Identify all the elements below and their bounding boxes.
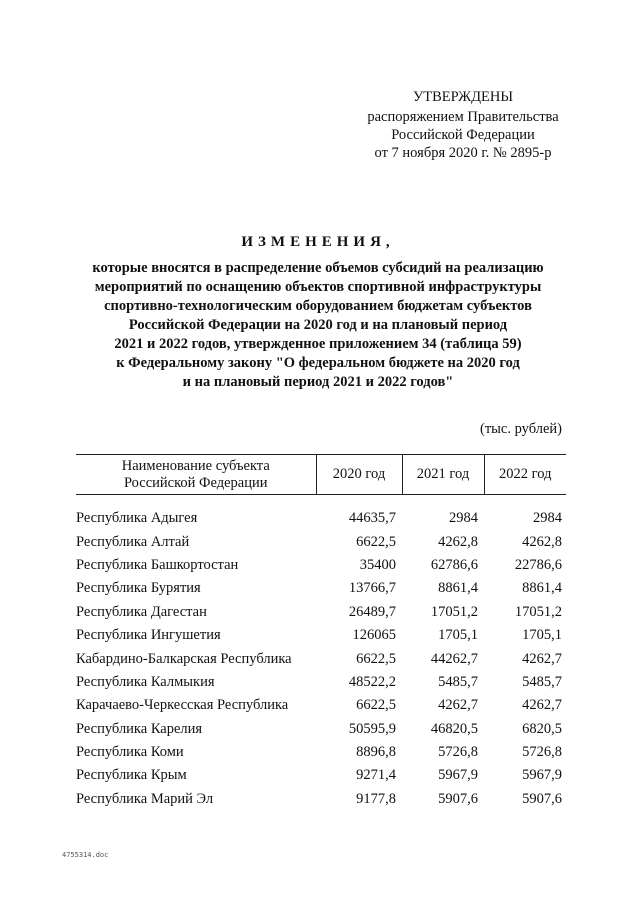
region-name: Республика Ингушетия (76, 627, 221, 644)
value-2020: 8896,8 (356, 744, 396, 761)
value-2022: 5485,7 (522, 673, 562, 690)
value-2021: 5907,6 (438, 790, 478, 807)
value-2020: 48522,2 (348, 673, 396, 690)
approval-line: Российской Федерации (391, 127, 535, 143)
approval-line: от 7 ноября 2020 г. № 2895-р (374, 145, 552, 161)
value-2021: 44262,7 (430, 650, 478, 667)
region-name: Кабардино-Балкарская Республика (76, 650, 292, 667)
subsidy-table (76, 454, 566, 811)
value-2021: 62786,6 (430, 556, 478, 573)
approval-line: распоряжением Правительства (367, 109, 559, 125)
region-name: Карачаево-Черкесская Республика (76, 697, 289, 714)
table-row (76, 718, 566, 741)
region-name: Республика Алтай (76, 533, 190, 550)
region-name: Республика Марий Эл (76, 790, 214, 807)
header-2021: 2021 год (402, 455, 484, 495)
value-2020: 6622,5 (356, 697, 396, 714)
heading-line: Российской Федерации на 2020 год и на плановый период (128, 317, 508, 333)
table-row (76, 671, 566, 694)
value-2022: 4262,7 (522, 650, 562, 667)
value-2020: 35400 (359, 556, 396, 573)
table-spacer (76, 495, 566, 508)
value-2020: 9177,8 (356, 790, 396, 807)
value-2021: 5726,8 (438, 744, 478, 761)
region-name: Республика Бурятия (76, 580, 201, 597)
value-2020: 126065 (352, 627, 396, 644)
value-2022: 22786,6 (514, 556, 562, 573)
heading-line: спортивно-технологическим оборудованием бюджетам субъектов (104, 298, 532, 314)
approval-title: УТВЕРЖДЕНЫ (412, 89, 514, 105)
table-row (76, 647, 566, 670)
value-2022: 5726,8 (522, 744, 562, 761)
table-row (76, 577, 566, 600)
value-2022: 1705,1 (522, 627, 562, 644)
value-2020: 9271,4 (356, 767, 396, 784)
value-2022: 2984 (533, 510, 562, 527)
table-row (76, 788, 566, 811)
value-2021: 5967,9 (438, 767, 478, 784)
region-name: Республика Коми (76, 744, 184, 761)
value-2021: 2984 (449, 510, 478, 527)
value-2020: 6622,5 (356, 533, 396, 550)
heading-line: и на плановый период 2021 и 2022 годов" (182, 374, 454, 390)
table-row (76, 741, 566, 764)
document-heading (40, 234, 596, 392)
value-2021: 4262,8 (438, 533, 478, 550)
region-name: Республика Адыгея (76, 510, 198, 527)
units-label: (тыс. рублей) (480, 421, 562, 437)
table-row (76, 694, 566, 717)
region-name: Республика Башкортостан (76, 556, 239, 573)
header-region: Наименование субъекта Российской Федерации (76, 455, 316, 495)
table-row (76, 624, 566, 647)
table-header-row (76, 455, 566, 495)
header-2020: 2020 год (316, 455, 402, 495)
value-2020: 6622,5 (356, 650, 396, 667)
value-2022: 8861,4 (522, 580, 562, 597)
value-2020: 13766,7 (348, 580, 396, 597)
table-row (76, 530, 566, 553)
table-row (76, 507, 566, 530)
table-row (76, 554, 566, 577)
table-row (76, 601, 566, 624)
value-2022: 5907,6 (522, 790, 562, 807)
heading-line: мероприятий по оснащению объектов спортивной инфраструктуры (94, 279, 542, 295)
value-2021: 1705,1 (438, 627, 478, 644)
heading-title: ИЗМЕНЕНИЯ, (241, 234, 395, 250)
heading-line: 2021 и 2022 годов, утвержденное приложением 34 (таблица 59) (114, 336, 522, 352)
footer-filename: 4755314.doc (62, 851, 109, 859)
value-2022: 4262,8 (522, 533, 562, 550)
region-name: Республика Крым (76, 767, 187, 784)
value-2022: 6820,5 (522, 720, 562, 737)
value-2022: 17051,2 (514, 603, 562, 620)
value-2020: 44635,7 (348, 510, 396, 527)
value-2021: 17051,2 (430, 603, 478, 620)
region-name: Республика Калмыкия (76, 673, 215, 690)
heading-line: которые вносятся в распределение объемов субсидий на реализацию (92, 260, 544, 276)
header-2022: 2022 год (484, 455, 566, 495)
region-name: Республика Дагестан (76, 603, 207, 620)
table-row (76, 764, 566, 787)
heading-line: к Федеральному закону "О федеральном бюджете на 2020 год (116, 355, 520, 371)
value-2022: 4262,7 (522, 697, 562, 714)
region-name: Республика Карелия (76, 720, 203, 737)
value-2021: 5485,7 (438, 673, 478, 690)
value-2021: 46820,5 (430, 720, 478, 737)
value-2021: 8861,4 (438, 580, 478, 597)
value-2022: 5967,9 (522, 767, 562, 784)
value-2020: 26489,7 (348, 603, 396, 620)
value-2020: 50595,9 (348, 720, 396, 737)
heading-description (40, 259, 596, 392)
value-2021: 4262,7 (438, 697, 478, 714)
